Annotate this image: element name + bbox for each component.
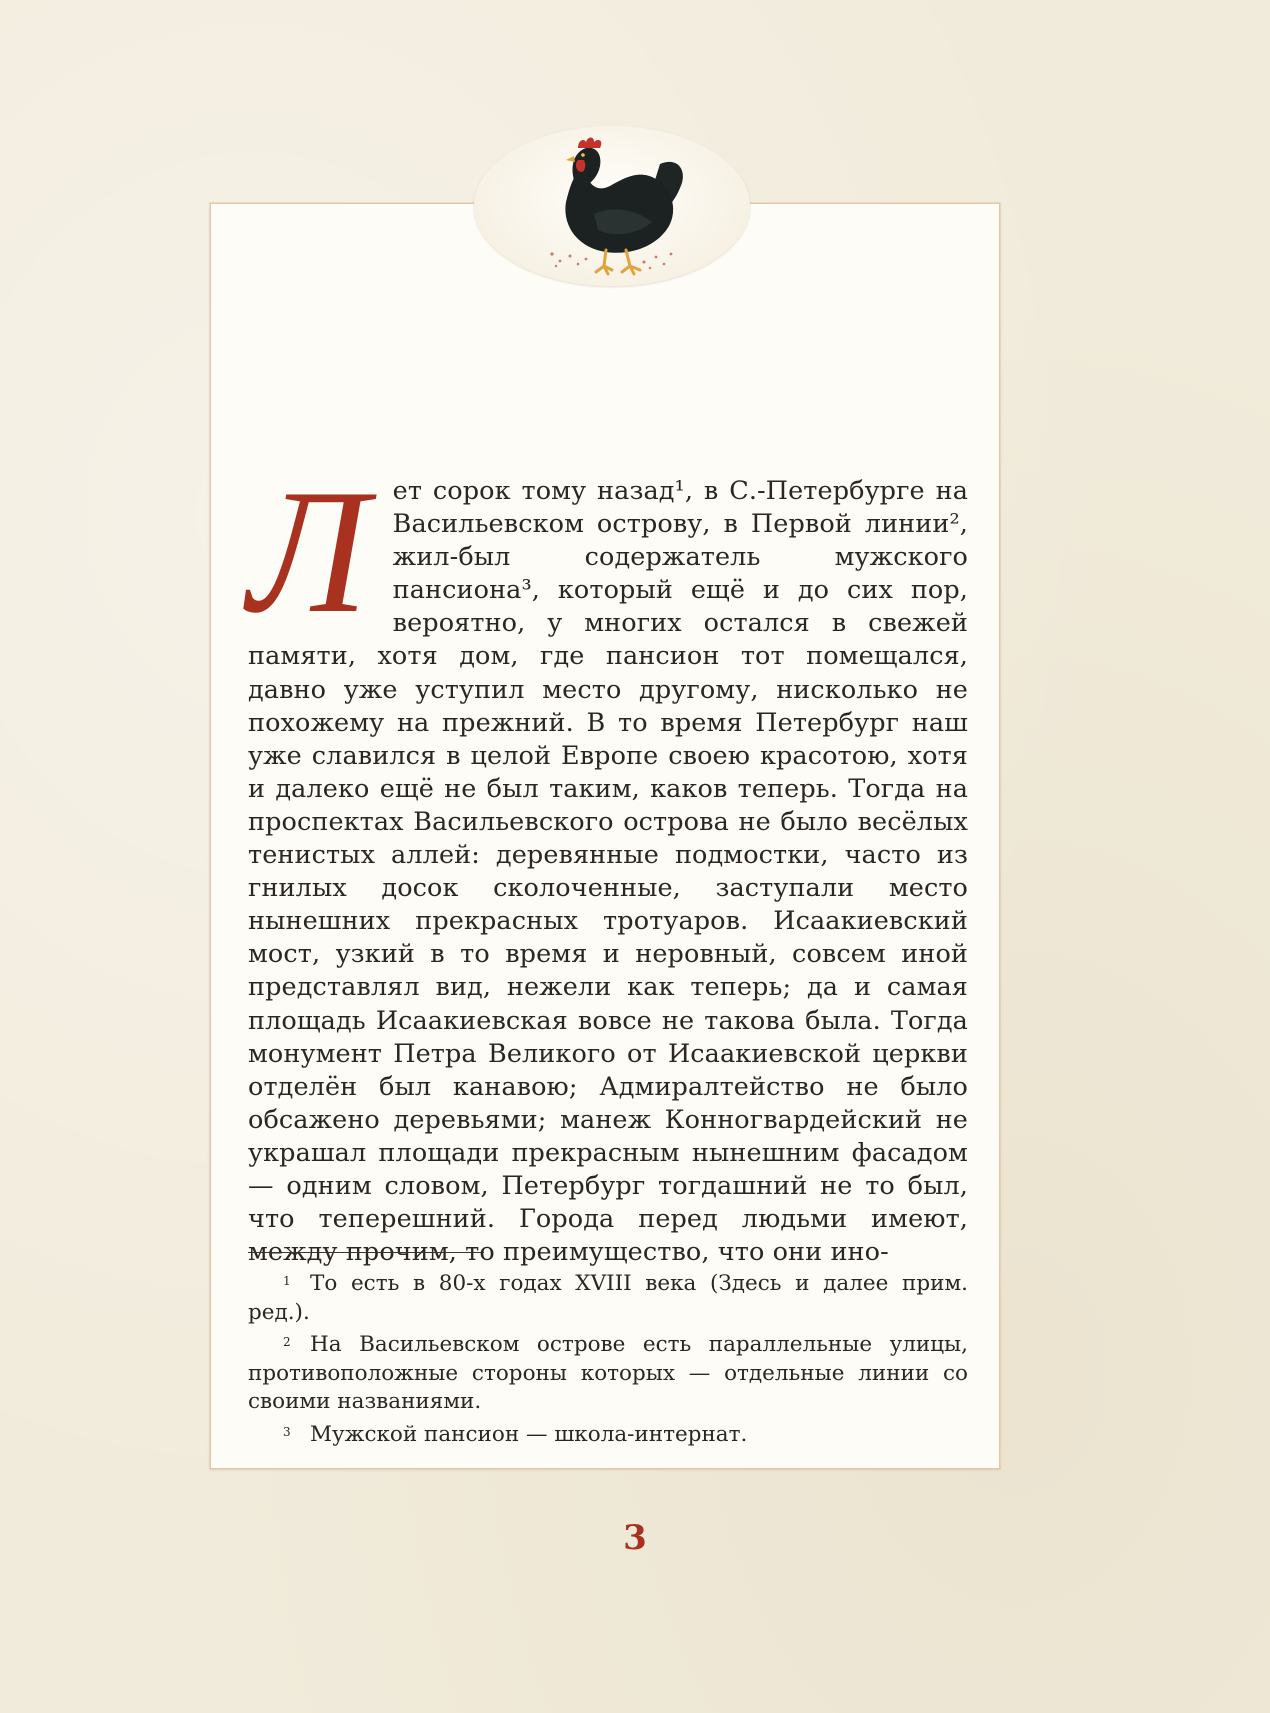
page-number: 3: [623, 1518, 647, 1558]
footnote: [248, 1421, 968, 1450]
body-paragraph: ет сорок тому назад¹, в С.-Петербурге на Васильевском острову, в Первой линии², жил-был содержатель мужского пансиона³, который ещё и до сих пор, вероятно, у многих остался в свежей памяти, хотя дом, где пансион тот помещался, давно уже уступил место другому, нисколько не похожему на прежний. В то время Петербург наш уже славился в целой Европе своею красотою, хотя и далеко ещё не был таким, каков теперь. Тогда на проспектах Васильевского острова не было весёлых тенистых аллей: деревянные подмостки, часто из гнилых досок сколоченные, заступали место нынешних прекрасных тротуаров. Исаакиевский мост, узкий в то время и неровный, совсем иной представлял вид, нежели как теперь; да и самая площадь Исаакиевская вовсе не такова была. Тогда монумент Петра Великого от Исаакиевской церкви отделён был канавою; Адмиралтейство не было обсажено деревьями; манеж Конногвардейский не украшал площади прекрасным нынешним фасадом — одним словом, Петербург тогдашний не то был, что теперешний. Города перед людьми имеют, между прочим, то преимущество, что они ино-: [248, 476, 968, 1268]
footnote-text: То есть в 80-х годах XVIII века (Здесь и далее прим. ред.).: [248, 1271, 968, 1325]
main-text: [248, 452, 968, 1269]
footnote-text: Мужской пансион — школа-интернат.: [310, 1421, 748, 1447]
hen-icon: [474, 126, 750, 286]
footnote: [248, 1331, 968, 1417]
footnote-divider: [248, 1252, 484, 1253]
drop-cap: Л: [248, 452, 369, 650]
vignette: [474, 126, 750, 286]
footnote-number: 1: [283, 1274, 291, 1288]
footnote-text: На Васильевском острове есть параллельные улицы, противоположные стороны которых — отдельные линии со своими названиями.: [248, 1332, 968, 1414]
footnote-number: 2: [283, 1335, 291, 1349]
footnote: [248, 1270, 968, 1327]
footnote-number: 3: [283, 1424, 291, 1439]
footnotes: [248, 1270, 968, 1453]
